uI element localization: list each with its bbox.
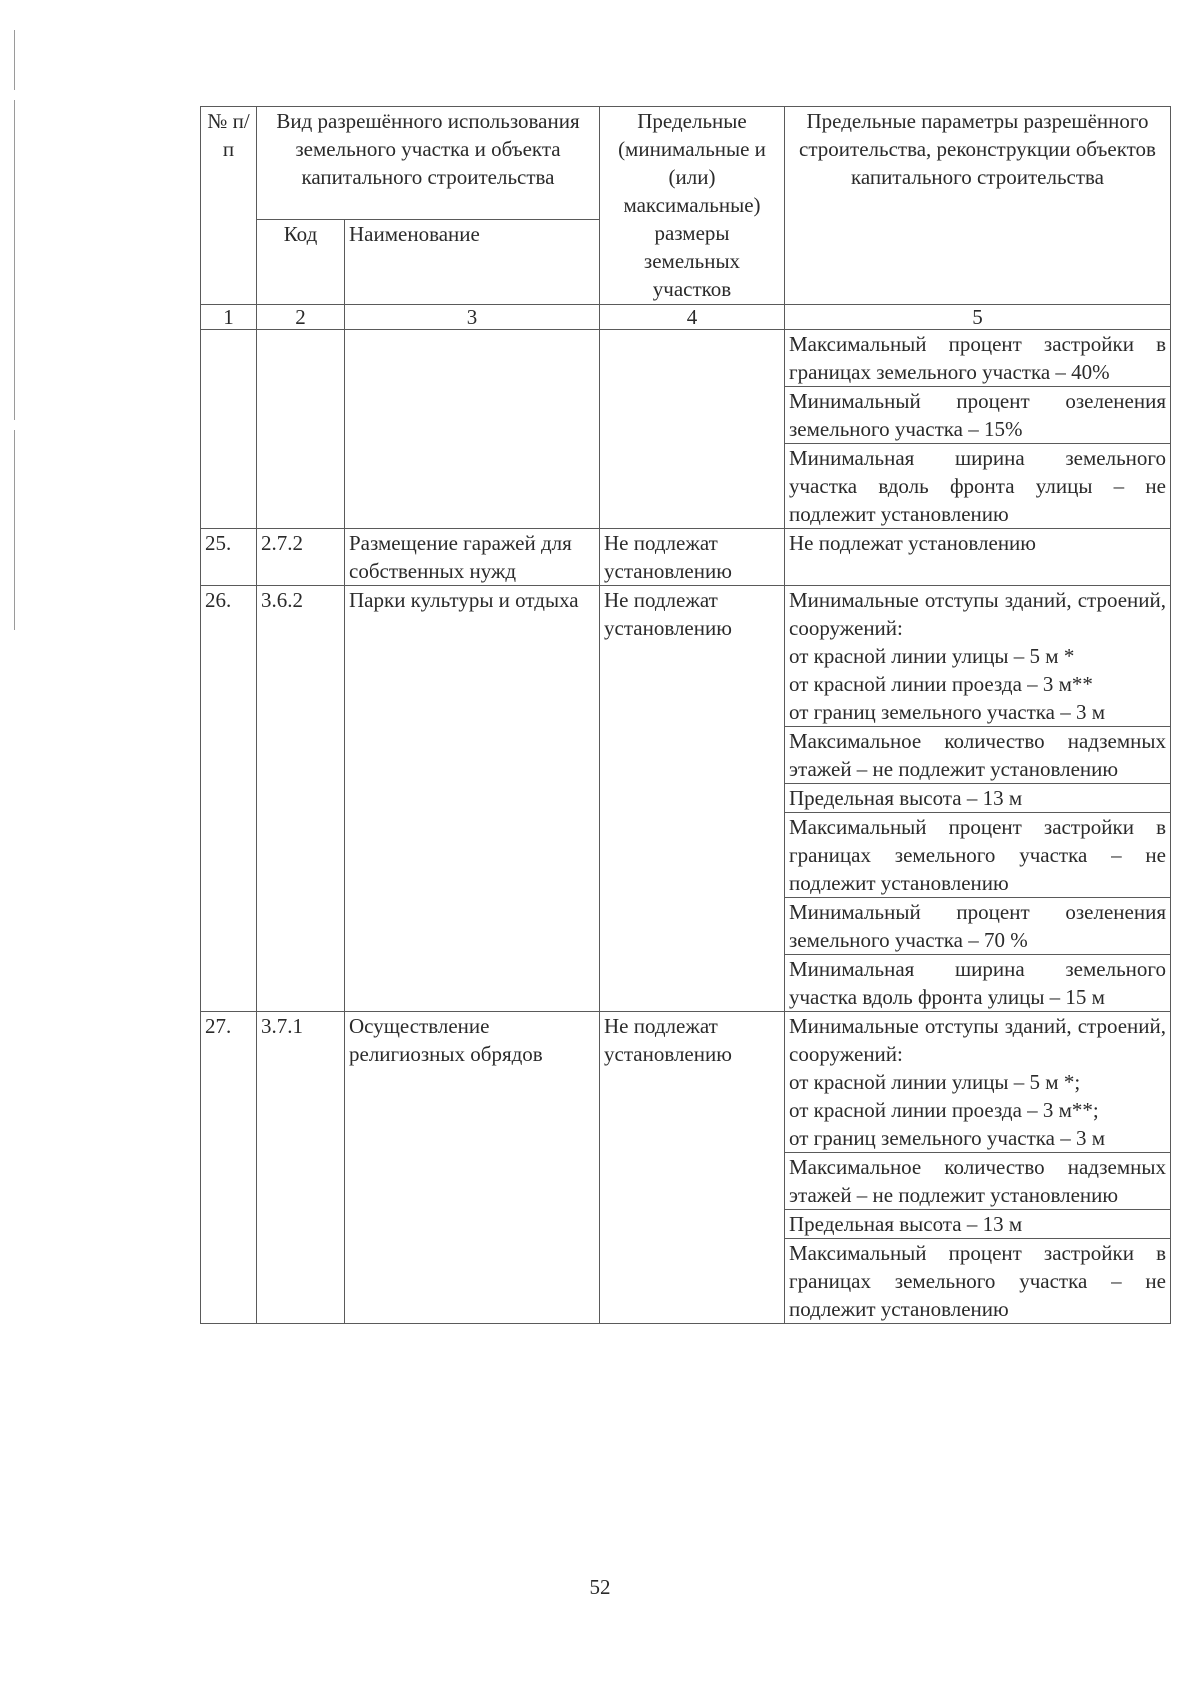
continuation-row	[201, 330, 1171, 387]
header-group: Вид разрешённого использования земельного участка и объекта капитального строительства	[257, 107, 600, 220]
row-sizes: Не подлежат установлению	[600, 1012, 785, 1324]
column-number: 2	[257, 305, 345, 330]
row-name: Размещение гаражей для собственных нужд	[345, 529, 600, 586]
regulations-table	[200, 106, 1171, 1324]
param-cell: Минимальный процент озеленения земельного участка – 15%	[785, 387, 1171, 444]
row-sizes: Не подлежат установлению	[600, 586, 785, 1012]
column-number-row	[201, 305, 1171, 330]
row-code: 3.6.2	[257, 586, 345, 1012]
row-number: 26.	[201, 586, 257, 1012]
param-cell	[785, 586, 1171, 727]
param-cell	[785, 1012, 1171, 1153]
page-number: 52	[589, 1575, 611, 1599]
header-code: Код	[257, 220, 345, 305]
scan-mark	[14, 430, 15, 630]
param-line: от красной линии улицы – 5 м *;	[789, 1070, 1081, 1094]
column-number: 3	[345, 305, 600, 330]
table-row	[201, 1012, 1171, 1153]
table-cell	[345, 330, 600, 529]
row-name: Осуществление религиозных обрядов	[345, 1012, 600, 1324]
param-cell: Максимальное количество надземных этажей – не подлежит установлению	[785, 727, 1171, 784]
param-line: от границ земельного участка – 3 м	[789, 1126, 1106, 1150]
param-cell: Минимальная ширина земельного участка вдоль фронта улицы – 15 м	[785, 955, 1171, 1012]
row-code: 3.7.1	[257, 1012, 345, 1324]
header-name: Наименование	[345, 220, 600, 305]
param-line: от красной линии улицы – 5 м *	[789, 644, 1075, 668]
header-params: Предельные параметры разрешённого строительства, реконструкции объектов капитального строительства	[785, 107, 1171, 305]
column-number: 4	[600, 305, 785, 330]
table-cell	[600, 330, 785, 529]
row-code: 2.7.2	[257, 529, 345, 586]
param-cell: Максимальный процент застройки в границах земельного участка – не подлежит установлению	[785, 813, 1171, 898]
param-line: Минимальные отступы зданий, строений, сооружений:	[789, 1014, 1166, 1066]
column-number: 1	[201, 305, 257, 330]
param-cell: Максимальный процент застройки в границах земельного участка – не подлежит установлению	[785, 1239, 1171, 1324]
row-sizes: Не подлежат установлению	[600, 529, 785, 586]
header-sizes: Предельные (минимальные и (или) максимальные) размеры земельных участков	[600, 107, 785, 305]
param-cell: Не подлежат установлению	[785, 529, 1171, 586]
scan-mark	[14, 30, 15, 90]
param-cell: Максимальное количество надземных этажей – не подлежит установлению	[785, 1153, 1171, 1210]
row-number: 25.	[201, 529, 257, 586]
table-cell	[257, 330, 345, 529]
param-line: от красной линии проезда – 3 м**	[789, 672, 1093, 696]
column-number: 5	[785, 305, 1171, 330]
row-name: Парки культуры и отдыха	[345, 586, 600, 1012]
param-cell: Предельная высота – 13 м	[785, 1210, 1171, 1239]
table-row	[201, 586, 1171, 727]
table-row	[201, 529, 1171, 586]
header-row	[201, 107, 1171, 220]
row-number: 27.	[201, 1012, 257, 1324]
param-cell: Предельная высота – 13 м	[785, 784, 1171, 813]
param-line: от красной линии проезда – 3 м**;	[789, 1098, 1099, 1122]
param-line: Минимальные отступы зданий, строений, сооружений:	[789, 588, 1166, 640]
param-line: от границ земельного участка – 3 м	[789, 700, 1106, 724]
table-cell	[201, 330, 257, 529]
scan-mark	[14, 100, 15, 420]
param-cell: Минимальная ширина земельного участка вдоль фронта улицы – не подлежит установлению	[785, 444, 1171, 529]
param-cell: Максимальный процент застройки в границах земельного участка – 40%	[785, 330, 1171, 387]
param-cell: Минимальный процент озеленения земельного участка – 70 %	[785, 898, 1171, 955]
header-no: № п/п	[201, 107, 257, 305]
